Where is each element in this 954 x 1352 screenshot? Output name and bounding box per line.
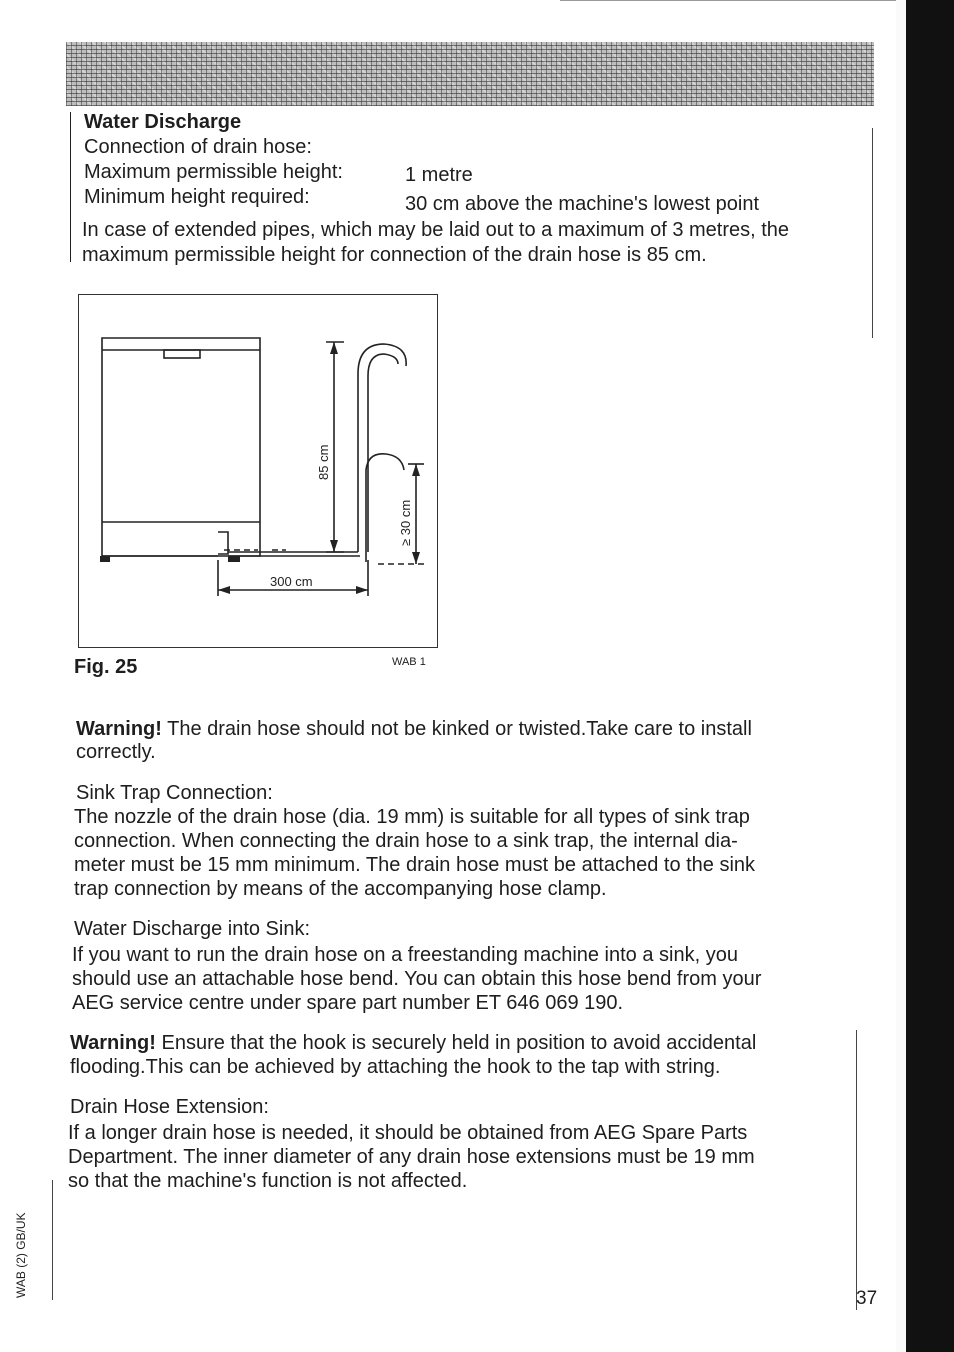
sink-trap-line-3: meter must be 15 mm minimum. The drain hose must be attached to the sink <box>74 854 756 876</box>
discharge-sink-line-2: should use an attachable hose bend. You can obtain this hose bend from your <box>72 968 762 990</box>
max-height-value: 1 metre <box>405 164 473 186</box>
discharge-sink-line-3: AEG service centre under spare part number ET 646 069 190. <box>72 992 624 1014</box>
header-pattern-band <box>66 42 874 106</box>
extension-line-2: Department. The inner diameter of any drain hose extensions must be 19 mm <box>68 1146 755 1168</box>
page-number: 37 <box>856 1288 878 1309</box>
warning-1-line-1 <box>76 718 752 741</box>
discharge-sink-heading: Water Discharge into Sink: <box>74 918 311 940</box>
min-height-value: 30 cm above the machine's lowest point <box>405 193 760 215</box>
hose-horizontal <box>228 552 360 556</box>
warning-1-text: The drain hose should not be kinked or twisted.Take care to install <box>161 718 752 740</box>
figure-caption: Fig. 25 <box>74 656 138 678</box>
figure-code: WAB 1 <box>392 656 426 668</box>
dim-30-arrow-down <box>412 552 420 564</box>
warning-2-line-1 <box>70 1032 756 1055</box>
warning-1-lead: Warning! <box>76 718 162 740</box>
margin-rule-top-left <box>70 112 71 262</box>
machine-handle <box>164 350 200 358</box>
max-height-label: Maximum permissible height: <box>84 161 343 183</box>
dim-85-arrow-up <box>330 342 338 354</box>
sink-trap-line-4: trap connection by means of the accompanying hose clamp. <box>74 878 607 900</box>
extended-pipes-line-2: maximum permissible height for connection of the drain hose is 85 cm. <box>82 244 707 266</box>
warning-1-line-2: correctly. <box>76 741 156 763</box>
warning-2-line-2: flooding.This can be achieved by attaching the hook to the tap with string. <box>70 1056 721 1078</box>
drain-hose-tall-inner <box>368 354 398 552</box>
machine-foot-left <box>100 556 110 562</box>
label-30cm: ≥ 30 cm <box>398 499 413 546</box>
warning-2-text: Ensure that the hook is securely held in position to avoid accidental <box>155 1032 757 1054</box>
min-height-label: Minimum height required: <box>84 186 310 208</box>
discharge-sink-line-1: If you want to run the drain hose on a freestanding machine into a sink, you <box>72 944 738 966</box>
sink-trap-heading: Sink Trap Connection: <box>76 782 273 804</box>
margin-rule-right-lower <box>856 1030 857 1310</box>
sink-trap-line-2: connection. When connecting the drain hose to a sink trap, the internal dia- <box>74 830 738 852</box>
dim-300-arrow-right <box>356 586 368 594</box>
sink-trap-line-1: The nozzle of the drain hose (dia. 19 mm) is suitable for all types of sink trap <box>74 806 750 828</box>
margin-rule-right <box>872 128 873 338</box>
dim-30-arrow-up <box>412 464 420 476</box>
connection-label: Connection of drain hose: <box>84 136 312 158</box>
warning-2-lead: Warning! <box>70 1032 156 1054</box>
label-300cm: 300 cm <box>270 574 313 589</box>
margin-rule-bottom-left <box>52 1180 53 1300</box>
section-title: Water Discharge <box>84 111 242 133</box>
side-document-code: WAB (2) GB/UK <box>14 1212 28 1298</box>
extended-pipes-line-1: In case of extended pipes, which may be laid out to a maximum of 3 metres, the <box>82 219 790 241</box>
scan-border <box>906 0 954 1352</box>
extension-line-3: so that the machine's function is not affected. <box>68 1170 468 1192</box>
dim-300-arrow-left <box>218 586 230 594</box>
extension-line-1: If a longer drain hose is needed, it should be obtained from AEG Spare Parts <box>68 1122 748 1144</box>
machine-outline <box>102 338 260 556</box>
drain-hose-diagram <box>78 294 438 648</box>
label-85cm: 85 cm <box>316 444 331 480</box>
machine-foot-right <box>228 556 240 562</box>
extension-heading: Drain Hose Extension: <box>70 1096 269 1118</box>
top-rule <box>560 0 906 1</box>
dim-85-arrow-down <box>330 540 338 552</box>
